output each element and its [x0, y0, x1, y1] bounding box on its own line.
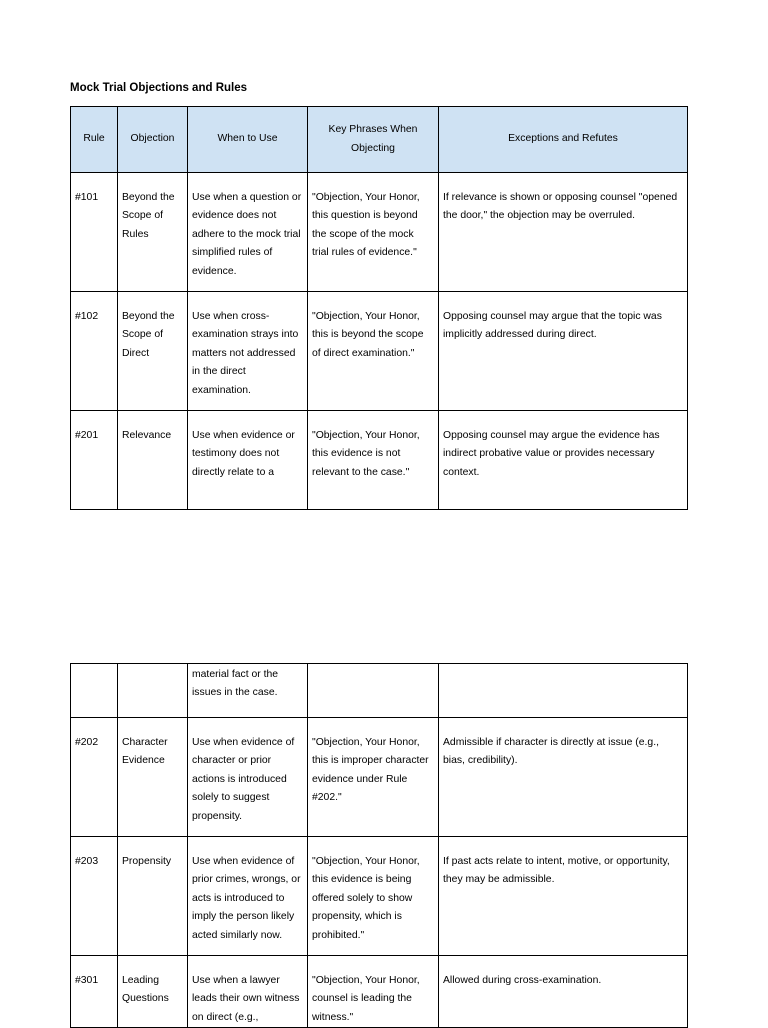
table-row [71, 956, 688, 1028]
cell-objection: Beyond the Scope of Direct [118, 292, 188, 411]
cell-objection: Beyond the Scope of Rules [118, 173, 188, 292]
cell-exceptions [439, 664, 688, 718]
table-row-continuation [71, 664, 688, 718]
header-key-phrases: Key Phrases When Objecting [308, 107, 439, 173]
cell-rule: #201 [71, 411, 118, 510]
table-row [71, 837, 688, 956]
cell-exceptions: If past acts relate to intent, motive, or opportunity, they may be admissible. [439, 837, 688, 956]
header-when-to-use: When to Use [188, 107, 308, 173]
cell-exceptions: Admissible if character is directly at issue (e.g., bias, credibility). [439, 718, 688, 837]
cell-rule [71, 664, 118, 718]
cell-exceptions: Opposing counsel may argue the evidence has indirect probative value or provides necessary context. [439, 411, 688, 510]
cell-when-to-use: material fact or the issues in the case. [188, 664, 308, 718]
cell-exceptions: If relevance is shown or opposing counsel "opened the door," the objection may be overruled. [439, 173, 688, 292]
header-rule: Rule [71, 107, 118, 173]
cell-key-phrases: "Objection, Your Honor, this is beyond the scope of direct examination." [308, 292, 439, 411]
header-exceptions: Exceptions and Refutes [439, 107, 688, 173]
table-row [71, 292, 688, 411]
cell-rule: #301 [71, 956, 118, 1028]
header-objection: Objection [118, 107, 188, 173]
cell-key-phrases: "Objection, Your Honor, this is improper character evidence under Rule #202." [308, 718, 439, 837]
cell-objection: Leading Questions [118, 956, 188, 1028]
cell-objection: Character Evidence [118, 718, 188, 837]
table-header-row [71, 107, 688, 173]
cell-exceptions: Opposing counsel may argue that the topic was implicitly addressed during direct. [439, 292, 688, 411]
cell-key-phrases: "Objection, Your Honor, this evidence is being offered solely to show propensity, which is prohibited." [308, 837, 439, 956]
table-row [71, 718, 688, 837]
table-row [71, 173, 688, 292]
objections-table-continued [70, 663, 688, 1028]
cell-objection: Relevance [118, 411, 188, 510]
cell-rule: #101 [71, 173, 118, 292]
cell-key-phrases: "Objection, Your Honor, counsel is leading the witness." [308, 956, 439, 1028]
document-title: Mock Trial Objections and Rules [70, 82, 248, 94]
cell-rule: #102 [71, 292, 118, 411]
cell-when-to-use: Use when evidence of character or prior actions is introduced solely to suggest propensity. [188, 718, 308, 837]
table-row [71, 411, 688, 510]
cell-when-to-use: Use when evidence of prior crimes, wrongs, or acts is introduced to imply the person likely acted similarly now. [188, 837, 308, 956]
cell-objection [118, 664, 188, 718]
cell-key-phrases: "Objection, Your Honor, this question is beyond the scope of the mock trial rules of evidence." [308, 173, 439, 292]
cell-exceptions: Allowed during cross-examination. [439, 956, 688, 1028]
cell-rule: #202 [71, 718, 118, 837]
cell-when-to-use: Use when a lawyer leads their own witness on direct (e.g., [188, 956, 308, 1028]
cell-rule: #203 [71, 837, 118, 956]
cell-when-to-use: Use when evidence or testimony does not directly relate to a [188, 411, 308, 510]
cell-objection: Propensity [118, 837, 188, 956]
cell-key-phrases: "Objection, Your Honor, this evidence is not relevant to the case." [308, 411, 439, 510]
objections-table [70, 106, 688, 510]
cell-key-phrases [308, 664, 439, 718]
cell-when-to-use: Use when cross-examination strays into matters not addressed in the direct examination. [188, 292, 308, 411]
cell-when-to-use: Use when a question or evidence does not adhere to the mock trial simplified rules of evidence. [188, 173, 308, 292]
